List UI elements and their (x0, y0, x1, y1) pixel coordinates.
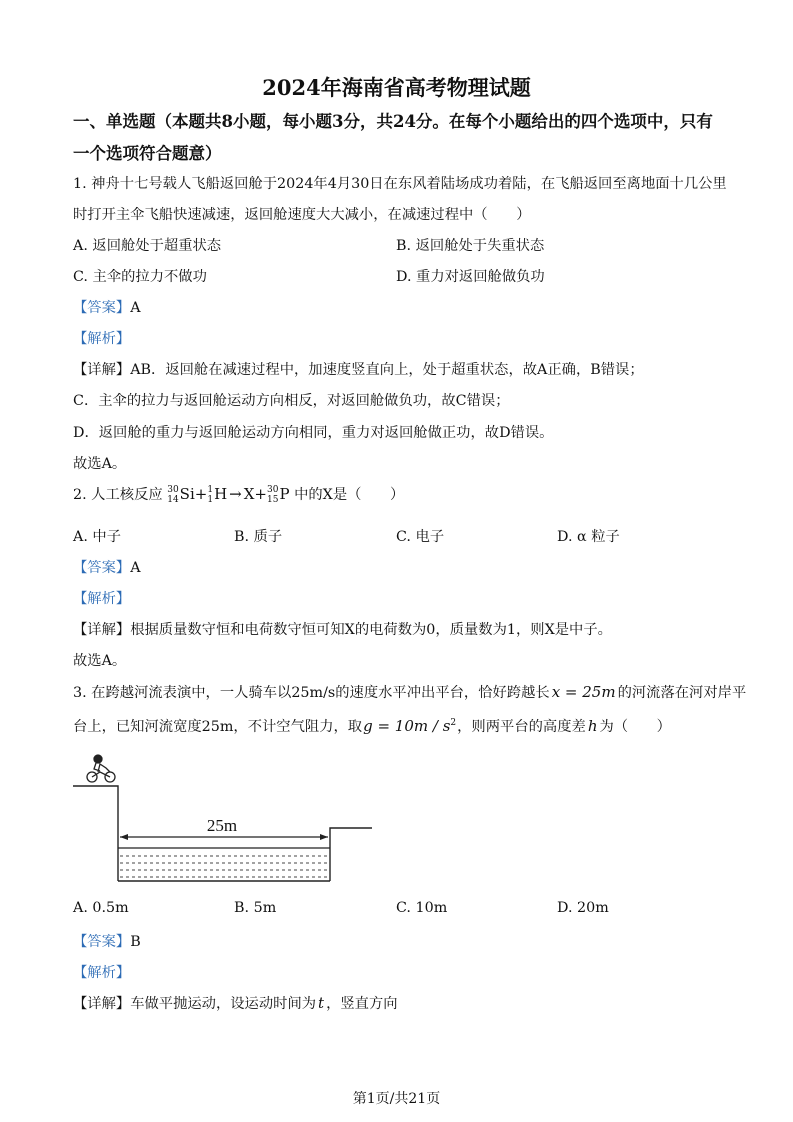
q1-answer-row (73, 297, 141, 317)
p-charge-number: 15 (267, 495, 279, 505)
nuclide-h (207, 485, 227, 505)
q1-stem-line2: 时打开主伞飞船快速减速，返回舱速度大大减小，在减速过程中（ ） (73, 207, 531, 223)
q1-option-a: A. 返回舱处于超重状态 (73, 238, 222, 254)
q2-detail-line1 (73, 619, 612, 639)
plus-sign: + (254, 485, 267, 503)
q3-stem-text: ，则两平台的高度差 (457, 719, 586, 735)
q2-stem-prefix: 2. 人工核反应 (73, 487, 163, 503)
q3-detail-text: 车做平抛运动，设运动时间为 (130, 996, 317, 1012)
q1-option-c: C. 主伞的拉力不做功 (73, 269, 207, 285)
section-heading-cont: 一个选项符合题意） (73, 144, 222, 163)
q1-stem-line1: 1. 神舟十七号载人飞船返回舱于2024年4月30日在东风着陆场成功着陆，在飞船返回至离地面十几公里 (73, 176, 727, 192)
h-charge-number: 1 (207, 495, 214, 505)
detail-tag: 【详解】 (73, 996, 131, 1012)
q1-conclusion: 故选A。 (73, 456, 127, 472)
x-symbol: X (243, 485, 255, 503)
detail-tag: 【详解】 (73, 362, 131, 378)
q3-math-x: x = 25m (551, 683, 616, 701)
q3-option-b: B. 5m (234, 900, 277, 916)
answer-tag: 【答案】 (73, 934, 131, 950)
g-expression: g = 10m / s (363, 717, 451, 735)
q1-detail-line2: C．主伞的拉力与返回舱运动方向相反，对返回舱做负功，故C错误； (73, 393, 510, 409)
q3-analysis-tag: 【解析】 (73, 965, 131, 981)
section-heading: 一、单选题（本题共8小题，每小题3分，共24分。在每个小题给出的四个选项中，只有 (73, 112, 713, 131)
q3-option-d: D. 20m (557, 900, 609, 916)
q3-stem-line1 (73, 682, 746, 702)
river-jump-figure (70, 750, 380, 890)
h-mass-number: 1 (207, 485, 214, 495)
q2-option-c: C. 电子 (396, 529, 445, 545)
q1-detail-line3: D．返回舱的重力与返回舱运动方向相同，重力对返回舱做正功，故D错误。 (73, 425, 554, 441)
q3-var-t: t (318, 994, 325, 1012)
q3-option-c: C. 10m (396, 900, 448, 916)
q3-stem-text: 台上，已知河流宽度25m，不计空气阻力，取 (73, 719, 363, 735)
q3-answer: B (130, 934, 141, 950)
q1-option-b: B. 返回舱处于失重状态 (396, 238, 545, 254)
q3-stem-text: 为（ ） (599, 719, 671, 735)
q3-stem-text: 的河流落在河对岸平 (617, 685, 747, 701)
detail-tag: 【详解】 (73, 622, 131, 638)
q1-analysis-tag: 【解析】 (73, 331, 131, 347)
si-mass-number: 30 (167, 485, 179, 495)
si-charge-number: 14 (167, 495, 179, 505)
q1-detail-line1 (73, 359, 644, 379)
q3-detail-text: ，竖直方向 (326, 996, 398, 1012)
q3-stem-text: 3. 在跨越河流表演中，一人骑车以25m/s的速度水平冲出平台，恰好跨越长 (73, 685, 550, 701)
width-label: 25m (206, 816, 238, 835)
q2-option-d: D. α 粒子 (557, 529, 620, 545)
motorcycle-rider-icon (87, 755, 115, 782)
g-exponent: 2 (450, 718, 457, 728)
q2-conclusion: 故选A。 (73, 653, 127, 669)
q1-answer: A (130, 300, 141, 316)
q3-detail-line1 (73, 993, 398, 1013)
si-symbol: Si (179, 485, 195, 503)
q3-answer-row (73, 931, 141, 951)
q2-answer: A (130, 560, 141, 576)
page-title: 2024年海南省高考物理试题 (262, 75, 531, 100)
q2-stem-suffix: 中的X是（ ） (294, 487, 405, 503)
q1-detail-text1: AB．返回舱在减速过程中，加速度竖直向上，处于超重状态，故A正确，B错误； (130, 362, 644, 378)
p-mass-number: 30 (267, 485, 279, 495)
answer-tag: 【答案】 (73, 560, 131, 576)
q3-stem-line2 (73, 716, 671, 736)
h-symbol: H (214, 485, 228, 503)
q2-analysis-tag: 【解析】 (73, 591, 131, 607)
reaction-arrow: → (229, 485, 242, 503)
q3-var-h: h (587, 717, 598, 735)
nuclide-p (267, 485, 290, 505)
p-symbol: P (279, 485, 290, 503)
plus-sign: + (194, 485, 208, 503)
answer-tag: 【答案】 (73, 300, 131, 316)
q2-answer-row (73, 557, 141, 577)
q1-option-d: D. 重力对返回舱做负功 (396, 269, 545, 285)
page-footer: 第1页/共21页 (352, 1091, 441, 1107)
q2-detail-text1: 根据质量数守恒和电荷数守恒可知X的电荷数为0，质量数为1，则X是中子。 (130, 622, 612, 638)
q2-option-b: B. 质子 (234, 529, 283, 545)
q2-option-a: A. 中子 (73, 529, 122, 545)
q3-math-g (363, 717, 456, 735)
nuclide-si (167, 485, 195, 505)
q3-option-a: A. 0.5m (73, 900, 129, 916)
q2-stem (73, 484, 404, 505)
